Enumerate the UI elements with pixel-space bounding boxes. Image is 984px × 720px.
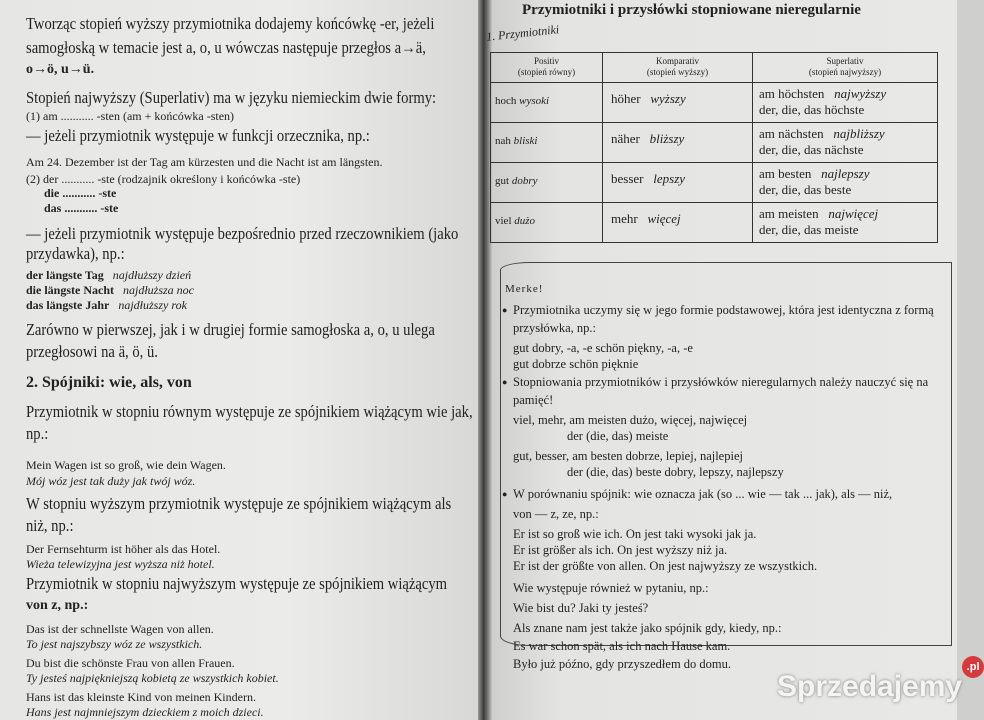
- example: die längste Nacht najdłuższa noc: [26, 283, 195, 297]
- paragraph-line: — jeżeli przymiotnik występuje w funkcji orzecznika, np.:: [26, 126, 370, 145]
- paragraph-line: W stopniu wyższym przymiotnik występuje ze spójnikiem wiążącym als: [26, 494, 452, 513]
- example: Am 24. Dezember ist der Tag am kürzesten und die Nacht ist am längsten.: [26, 155, 383, 169]
- example-translation: Mój wóz jest tak duży jak twój wóz.: [26, 474, 196, 488]
- paragraph-line: przegłosowi na ä, ö, ü.: [26, 342, 158, 361]
- merke-line: der (die, das) meiste: [567, 429, 669, 443]
- watermark-logo: Sprzedajemy .pl: [777, 670, 962, 704]
- merke-line: gut dobrze schön pięknie: [513, 357, 639, 371]
- example-translation: To jest najszybszy wóz ze wszystkich.: [26, 637, 203, 651]
- komparativ-cell: mehr więcej: [603, 203, 753, 243]
- merke-bullet-line: Przymiotnika uczymy się w jego formie podstawowej, która jest identyczna z formą: [513, 303, 934, 317]
- paragraph-line: o→ö, u→ü.: [26, 62, 95, 77]
- merke-label: Merke!: [505, 283, 544, 295]
- merke-line: viel, mehr, am meisten dużo, więcej, najwięcej: [513, 413, 748, 427]
- form-2: die ........... -ste: [44, 186, 117, 200]
- merke-line: der (die, das) beste dobry, lepszy, najlepszy: [567, 465, 784, 479]
- positiv-cell: gut dobry: [491, 163, 603, 203]
- bullet-icon: ●: [502, 489, 508, 499]
- example-translation: Wieża telewizyjna jest wyższa niż hotel.: [26, 557, 215, 571]
- example: Der Fernsehturm ist höher als das Hotel.: [26, 542, 221, 556]
- section-title: Przymiotniki i przysłówki stopniowane nieregularnie: [522, 2, 861, 18]
- merke-line: Es war schon spät, als ich nach Hause kam.: [513, 639, 731, 653]
- subsection-title: 1. Przymiotniki: [485, 22, 560, 44]
- paragraph-line: samogłoską w temacie jest a, o, u wówczas następuje przegłos a→ä,: [26, 38, 426, 57]
- form-1: (1) am ........... -sten (am + końcówka -sten): [26, 109, 235, 123]
- example-translation: Hans jest najmniejszym dzieckiem z moich dzieci.: [26, 705, 264, 719]
- merke-line: gut dobry, -a, -e schön piękny, -a, -e: [513, 341, 693, 355]
- merke-line: Er ist so groß wie ich. On jest taki wysoki jak ja.: [513, 527, 757, 541]
- merke-line: Er ist größer als ich. On jest wyższy niż ja.: [513, 543, 728, 557]
- superlativ-cell: am höchsten najwyższy der, die, das höchste: [753, 83, 938, 123]
- paragraph-line: Przymiotnik w stopniu najwyższym występuje ze spójnikiem wiążącym: [26, 574, 448, 593]
- paragraph-line: niż, np.:: [26, 516, 74, 535]
- superlativ-cell: am meisten najwięcej der, die, das meiste: [753, 203, 938, 243]
- merke-line: przysłówka, np.:: [513, 321, 596, 335]
- example: das längste Jahr najdłuższy rok: [26, 298, 187, 312]
- section-heading: 2. Spójniki: wie, als, von: [26, 374, 192, 391]
- positiv-cell: hoch wysoki: [491, 83, 603, 123]
- form-2: das ........... -ste: [44, 201, 119, 215]
- merke-line: von — z, ze, np.:: [513, 507, 599, 521]
- paragraph-line: — jeżeli przymiotnik występuje bezpośrednio przed rzeczownikiem (jako: [26, 224, 459, 243]
- right-page: [485, 0, 980, 720]
- merke-line: Er ist der größte von allen. On jest najwyższy ze wszystkich.: [513, 559, 818, 573]
- header-komparativ: Komparativ (stopień wyższy): [603, 53, 753, 83]
- paragraph-line: Tworząc stopień wyższy przymiotnika dodajemy końcówkę -er, jeżeli: [26, 14, 435, 33]
- komparativ-cell: höher wyższy: [603, 83, 753, 123]
- header-superlativ: Superlativ (stopień najwyższy): [753, 53, 938, 83]
- paragraph-line: Stopień najwyższy (Superlativ) ma w języku niemieckim dwie formy:: [26, 88, 437, 107]
- left-page: [0, 0, 478, 720]
- header-positiv: Positiv (stopień równy): [491, 53, 603, 83]
- example: Du bist die schönste Frau von allen Frauen.: [26, 656, 235, 670]
- table-header-row: [491, 53, 938, 83]
- table-row: [491, 123, 938, 163]
- form-2: (2) der ........... -ste (rodzajnik określony i końcówka -ste): [26, 172, 301, 186]
- paragraph-line: np.:: [26, 424, 49, 443]
- merke-bullet-line: Stopniowania przymiotników i przysłówków nieregularnych należy nauczyć się na: [513, 375, 929, 389]
- superlativ-cell: am nächsten najbliższy der, die, das nächste: [753, 123, 938, 163]
- paragraph-line: Przymiotnik w stopniu równym występuje ze spójnikiem wiążącym wie jak,: [26, 402, 473, 421]
- merke-line: pamięć!: [513, 393, 554, 407]
- example: Hans ist das kleinste Kind von meinen Kindern.: [26, 690, 256, 704]
- bullet-icon: ●: [502, 377, 508, 387]
- table-row: [491, 163, 938, 203]
- example: Mein Wagen ist so groß, wie dein Wagen.: [26, 458, 226, 472]
- table-row: [491, 83, 938, 123]
- merke-box: [500, 262, 952, 671]
- paragraph-line: von z, np.:: [26, 598, 89, 613]
- komparativ-cell: näher bliższy: [603, 123, 753, 163]
- table-row: [491, 203, 938, 243]
- merke-line: Als znane nam jest także jako spójnik gdy, kiedy, np.:: [513, 621, 782, 635]
- merke-line: Wie bist du? Jaki ty jesteś?: [513, 601, 649, 615]
- positiv-cell: nah bliski: [491, 123, 603, 163]
- paragraph-line: przydawka), np.:: [26, 244, 125, 263]
- superlativ-cell: am besten najlepszy der, die, das beste: [753, 163, 938, 203]
- merke-line: Było już późno, gdy przyszedłem do domu.: [513, 657, 732, 671]
- example-translation: Ty jesteś najpiękniejszą kobietą ze wszystkich kobiet.: [26, 671, 279, 685]
- example: Das ist der schnellste Wagen von allen.: [26, 622, 214, 636]
- komparativ-cell: besser lepszy: [603, 163, 753, 203]
- merke-line: Wie występuje również w pytaniu, np.:: [513, 581, 709, 595]
- positiv-cell: viel dużo: [491, 203, 603, 243]
- bullet-icon: ●: [502, 305, 508, 315]
- irregular-comparison-table: [490, 52, 938, 243]
- example: der längste Tag najdłuższy dzień: [26, 268, 192, 282]
- paragraph-line: Zarówno w pierwszej, jak i w drugiej formie samogłoska a, o, u ulega: [26, 320, 435, 339]
- merke-bullet-line: W porównaniu spójnik: wie oznacza jak (so ... wie — tak ... jak), als — niż,: [513, 487, 893, 501]
- merke-line: gut, besser, am besten dobrze, lepiej, najlepiej: [513, 449, 743, 463]
